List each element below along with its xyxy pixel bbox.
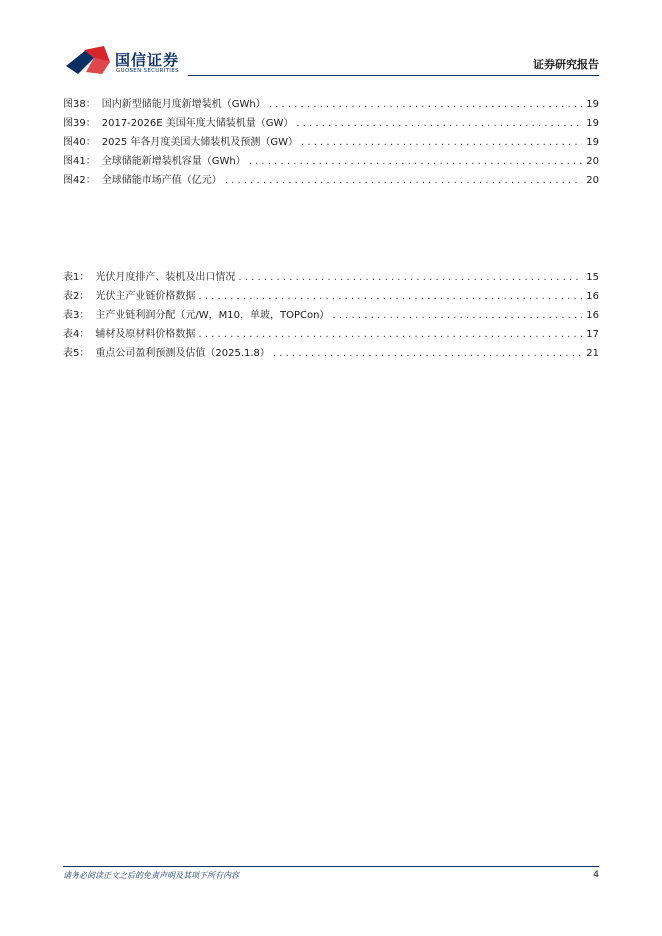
dot-leader [238,268,582,287]
toc-entry-figure-40[interactable] [63,133,599,152]
page-header [0,0,662,80]
entry-title: 主产业链利润分配（元/W，M10，单玻，TOPCon） [95,310,330,321]
entry-title: 2025 年各月度美国大储装机及预测（GW） [101,137,298,148]
entry-label: 图41： [63,156,96,167]
toc-entry-table-5[interactable] [63,344,599,363]
figure-index [63,95,599,190]
entry-label: 表3： [63,310,90,321]
toc-entry-figure-42[interactable] [63,171,599,190]
entry-label: 图40： [63,137,96,148]
entry-label: 表4： [63,329,90,340]
toc-entry-table-4[interactable] [63,325,599,344]
footer-page-number: 4 [593,870,599,880]
footer-divider [63,866,599,867]
footer-disclaimer: 请务必阅读正文之后的免责声明及其项下所有内容 [63,871,239,880]
toc-entry-table-1[interactable] [63,268,599,287]
entry-page-number: 20 [586,175,599,186]
entry-page-number: 16 [586,310,599,321]
guosen-logo-mark-icon [64,44,114,78]
toc-entry-figure-41[interactable] [63,152,599,171]
entry-title: 2017-2026E 美国年度大储装机量（GW） [101,118,294,129]
toc-entry-figure-39[interactable] [63,114,599,133]
entry-page-number: 15 [586,272,599,283]
entry-title: 光伏月度排产、装机及出口情况 [95,272,236,283]
entry-page-number: 17 [586,329,599,340]
dot-leader [198,287,582,306]
dot-leader [273,344,582,363]
entry-page-number: 19 [586,118,599,129]
entry-page-number: 21 [586,348,599,359]
toc-entry-table-2[interactable] [63,287,599,306]
entry-label: 表1： [63,272,90,283]
entry-page-number: 16 [586,291,599,302]
table-index [63,268,599,363]
header-divider [188,75,599,76]
entry-title: 重点公司盈利预测及估值（2025.1.8） [95,348,270,359]
dot-leader [269,95,582,114]
entry-title: 全球储能新增装机容量（GWh） [101,156,246,167]
dot-leader [296,114,582,133]
entry-label: 图42： [63,175,96,186]
entry-title: 辅材及原材料价格数据 [95,329,196,340]
dot-leader [332,306,582,325]
entry-title: 光伏主产业链价格数据 [95,291,196,302]
dot-leader [198,325,582,344]
report-type-title: 证券研究报告 [533,58,599,71]
logo-english-name: GUOSEN SECURITIES [116,68,179,74]
entry-label: 表5： [63,348,90,359]
dot-leader [301,133,582,152]
guosen-logo [64,44,184,78]
entry-label: 图38： [63,99,96,110]
entry-title: 全球储能市场产值（亿元） [101,175,222,186]
entry-label: 图39： [63,118,96,129]
entry-label: 表2： [63,291,90,302]
entry-page-number: 19 [586,99,599,110]
toc-entry-table-3[interactable] [63,306,599,325]
entry-page-number: 19 [586,137,599,148]
logo-chinese-name: 国信证券 [115,51,180,69]
entry-title: 国内新型储能月度新增装机（GWh） [101,99,266,110]
toc-entry-figure-38[interactable] [63,95,599,114]
entry-page-number: 20 [586,156,599,167]
dot-leader [225,171,582,190]
dot-leader [249,152,582,171]
